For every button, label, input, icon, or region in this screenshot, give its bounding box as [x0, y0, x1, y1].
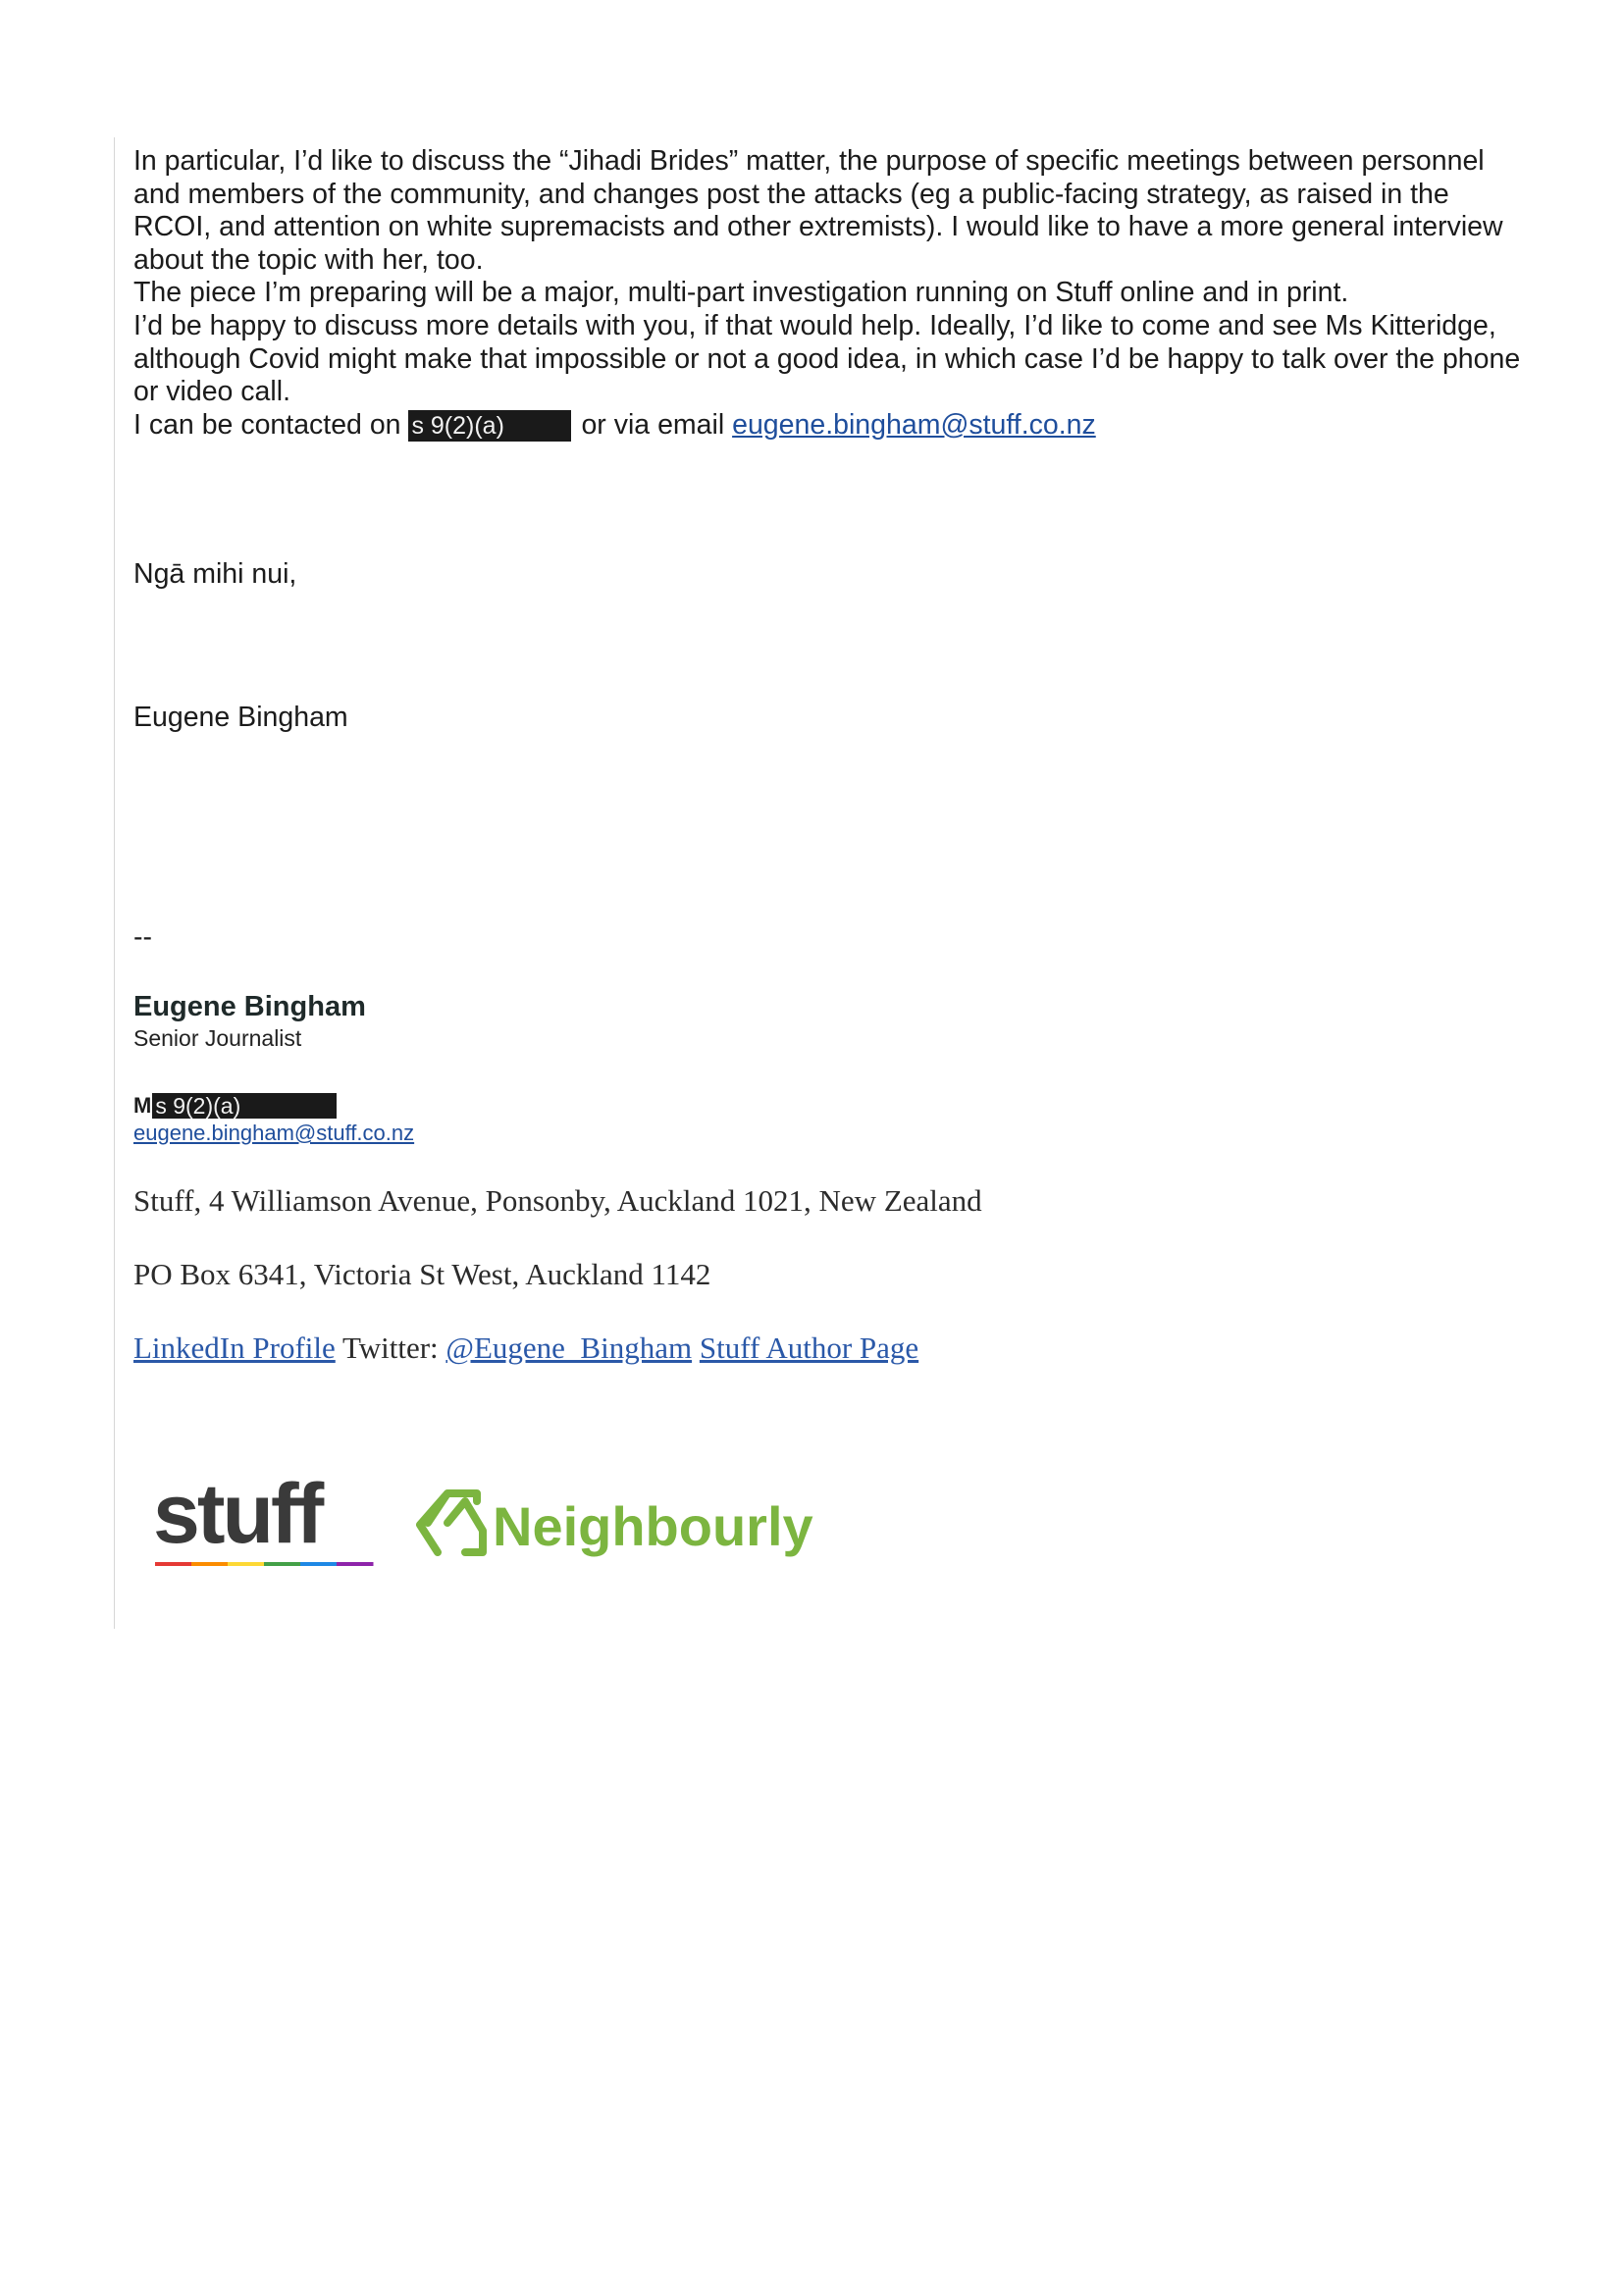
redaction-mobile: s 9(2)(a) — [152, 1093, 337, 1119]
signature-name: Eugene Bingham — [133, 991, 366, 1022]
signature-address: Stuff, 4 Williamson Avenue, Ponsonby, Auckland 1021, New Zealand — [133, 1183, 982, 1218]
closing-name: Eugene Bingham — [133, 702, 348, 733]
body-paragraph-3: I’d be happy to discuss more details with you, if that would help. Ideally, I’d like to come and see Ms Kitteridge, although Covid might make that impossible or not a good idea, in which case I’d be happy to talk over the phone or video call. — [133, 309, 1521, 408]
stuff-logo: stuff — [153, 1472, 322, 1561]
redaction-phone: s 9(2)(a) — [408, 410, 571, 442]
contact-prefix: I can be contacted on — [133, 408, 401, 441]
closing-greeting: Ngā mihi nui, — [133, 558, 297, 590]
signature-separator: -- — [133, 921, 152, 953]
contact-line — [133, 409, 1527, 443]
mobile-prefix: M — [133, 1093, 152, 1118]
signature-email — [133, 1121, 414, 1146]
body-paragraph-1: In particular, I’d like to discuss the “Jihadi Brides” matter, the purpose of specific meetings between personnel and members of the community, and changes post the attacks (eg a public-facing strategy, as raised in the RCOI, and attention on white supremacists and other extremists). I would like to have a more general interview about the topic with her, too. — [133, 145, 1503, 276]
linkedin-link[interactable]: LinkedIn Profile — [133, 1331, 336, 1365]
neighbourly-logo: Neighbourly — [493, 1495, 813, 1557]
left-border-rule — [114, 137, 115, 1629]
rainbow-segment — [191, 1562, 229, 1566]
neighbourly-house-icon — [420, 1493, 483, 1552]
contact-email-link[interactable]: eugene.bingham@stuff.co.nz — [732, 408, 1096, 441]
body-paragraph-2: The piece I’m preparing will be a major, multi-part investigation running on Stuff online and in print. — [133, 277, 1349, 309]
rainbow-segment — [300, 1562, 338, 1566]
rainbow-segment — [228, 1562, 265, 1566]
rainbow-segment — [264, 1562, 301, 1566]
logos-row — [153, 1472, 860, 1590]
author-page-link[interactable]: Stuff Author Page — [699, 1331, 919, 1365]
twitter-label: Twitter: — [341, 1331, 439, 1365]
signature-po-box: PO Box 6341, Victoria St West, Auckland 1142 — [133, 1257, 711, 1291]
signature-links — [133, 1331, 918, 1366]
stuff-logo-rainbow-underline — [155, 1562, 374, 1566]
rainbow-segment — [155, 1562, 192, 1566]
email-body — [133, 145, 1527, 442]
contact-middle: or via email — [581, 408, 725, 441]
signature-title: Senior Journalist — [133, 1025, 302, 1051]
twitter-link[interactable]: @Eugene_Bingham — [445, 1331, 693, 1365]
rainbow-segment — [337, 1562, 374, 1566]
signature-mobile — [133, 1093, 337, 1119]
signature-email-link[interactable]: eugene.bingham@stuff.co.nz — [133, 1121, 415, 1145]
